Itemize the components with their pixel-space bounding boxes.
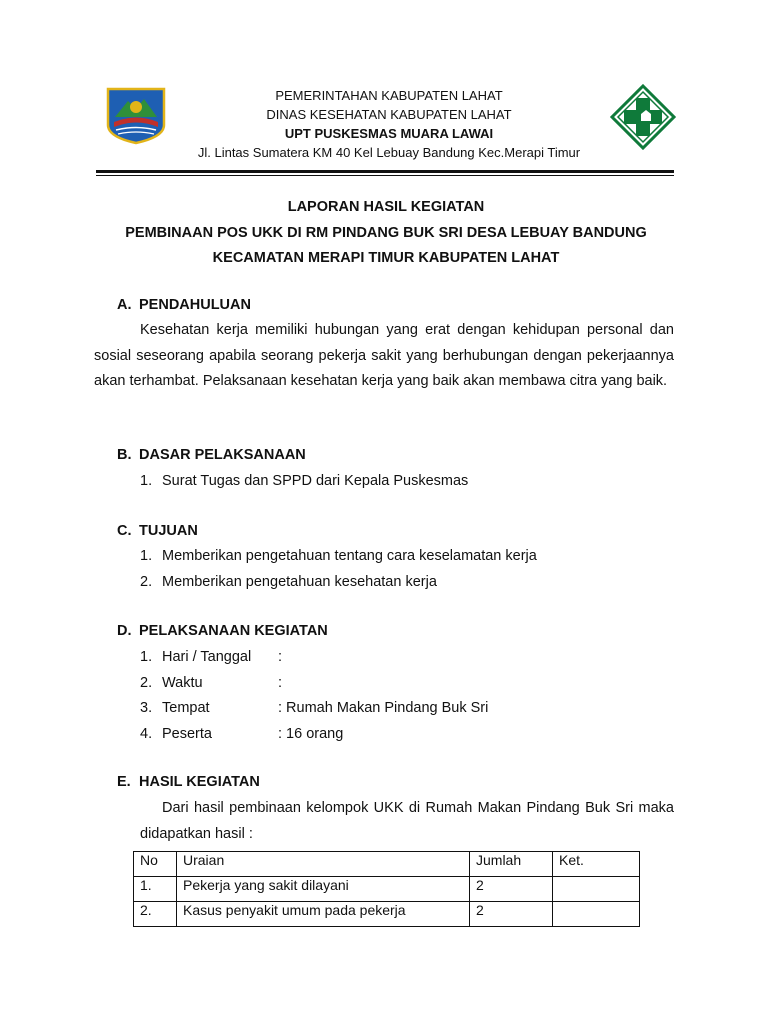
section-e-paragraph	[140, 796, 674, 847]
table-cell	[553, 902, 640, 927]
table-cell: 2	[470, 902, 553, 927]
section-e-letter: E.	[117, 774, 131, 790]
list-key: Hari / Tanggal	[162, 649, 252, 665]
list-key: Tempat	[162, 700, 210, 716]
letterhead	[170, 86, 608, 162]
table-header-cell: No	[134, 852, 177, 877]
list-item	[140, 544, 537, 570]
table-row	[134, 877, 640, 902]
list-number: 1.	[140, 649, 153, 665]
list-number: 1.	[140, 473, 153, 489]
section-b-list	[140, 469, 468, 495]
section-a-letter: A.	[117, 297, 132, 313]
list-text: Memberikan pengetahuan tentang cara keselamatan kerja	[162, 548, 537, 564]
section-b-title: DASAR PELAKSANAAN	[139, 447, 306, 463]
table-cell	[553, 877, 640, 902]
section-e-heading	[117, 774, 260, 790]
list-text: Memberikan pengetahuan kesehatan kerja	[162, 573, 437, 590]
list-item	[140, 570, 537, 596]
section-b-heading	[117, 447, 306, 463]
letterhead-unit: UPT PUSKESMAS MUARA LAWAI	[284, 126, 494, 141]
section-d-heading	[117, 623, 328, 639]
letterhead-address: Jl. Lintas Sumatera KM 40 Kel Lebuay Bandung Kec.Merapi Timur	[197, 145, 581, 160]
report-subtitle-1: PEMBINAAN POS UKK DI RM PINDANG BUK SRI DESA LEBUAY BANDUNG	[125, 224, 647, 241]
results-table	[133, 851, 640, 927]
kabupaten-lahat-emblem-icon	[106, 87, 166, 145]
list-number: 2.	[140, 573, 153, 590]
list-value: : Rumah Makan Pindang Buk Sri	[278, 700, 489, 716]
table-cell: 2	[470, 877, 553, 902]
table-header-row	[134, 852, 640, 877]
section-d-list	[140, 645, 488, 747]
section-d-title: PELAKSANAAN KEGIATAN	[139, 623, 328, 639]
letterhead-rule-thin	[96, 175, 674, 176]
list-item	[140, 671, 488, 697]
list-item	[140, 645, 488, 671]
report-subtitle-2: KECAMATAN MERAPI TIMUR KABUPATEN LAHAT	[212, 250, 560, 266]
table-header-cell: Uraian	[177, 852, 470, 877]
table-row	[134, 902, 640, 927]
list-number: 3.	[140, 700, 153, 716]
list-value: :	[278, 674, 283, 691]
table-cell: 2.	[134, 902, 177, 927]
list-key: Peserta	[162, 725, 212, 742]
list-value: : 16 orang	[278, 725, 344, 742]
table-header-cell: Jumlah	[470, 852, 553, 877]
section-a-text: Kesehatan kerja memiliki hubungan yang erat dengan kehidupan personal dan sosial seseorang apabila seorang pekerja sakit yang berhubungan dengan pekerjaannya akan terhambat. Pelaksanaan kesehatan kerja yang baik akan membawa citra yang baik.	[94, 322, 674, 389]
section-d-letter: D.	[117, 623, 132, 639]
section-a-paragraph	[94, 318, 674, 395]
table-cell: 1.	[134, 877, 177, 902]
list-number: 1.	[140, 548, 153, 564]
section-e-text: Dari hasil pembinaan kelompok UKK di Rumah Makan Pindang Buk Sri maka didapatkan hasil :	[140, 800, 674, 842]
report-titles	[96, 195, 676, 272]
list-number: 2.	[140, 674, 153, 691]
section-a-title: PENDAHULUAN	[139, 297, 251, 313]
table-cell: Pekerja yang sakit dilayani	[177, 877, 470, 902]
report-title: LAPORAN HASIL KEGIATAN	[287, 199, 485, 215]
section-e-title: HASIL KEGIATAN	[139, 774, 260, 790]
list-item	[140, 722, 488, 748]
list-number: 4.	[140, 725, 153, 742]
letterhead-government: PEMERINTAHAN KABUPATEN LAHAT	[275, 88, 503, 103]
letterhead-rule-thick	[96, 170, 674, 173]
list-item	[140, 696, 488, 722]
section-c-letter: C.	[117, 523, 132, 539]
list-text: Surat Tugas dan SPPD dari Kepala Puskesmas	[162, 473, 469, 489]
letterhead-department: DINAS KESEHATAN KABUPATEN LAHAT	[266, 107, 512, 122]
list-item	[140, 469, 468, 495]
list-value: :	[278, 649, 283, 665]
table-cell: Kasus penyakit umum pada pekerja	[177, 902, 470, 927]
section-c-heading	[117, 523, 198, 539]
section-c-title: TUJUAN	[139, 523, 198, 539]
section-b-letter: B.	[117, 447, 132, 463]
section-c-list	[140, 544, 537, 595]
section-a-heading	[117, 297, 251, 313]
table-header-cell: Ket.	[553, 852, 640, 877]
puskesmas-cross-emblem-icon	[610, 84, 676, 150]
list-key: Waktu	[162, 674, 203, 691]
